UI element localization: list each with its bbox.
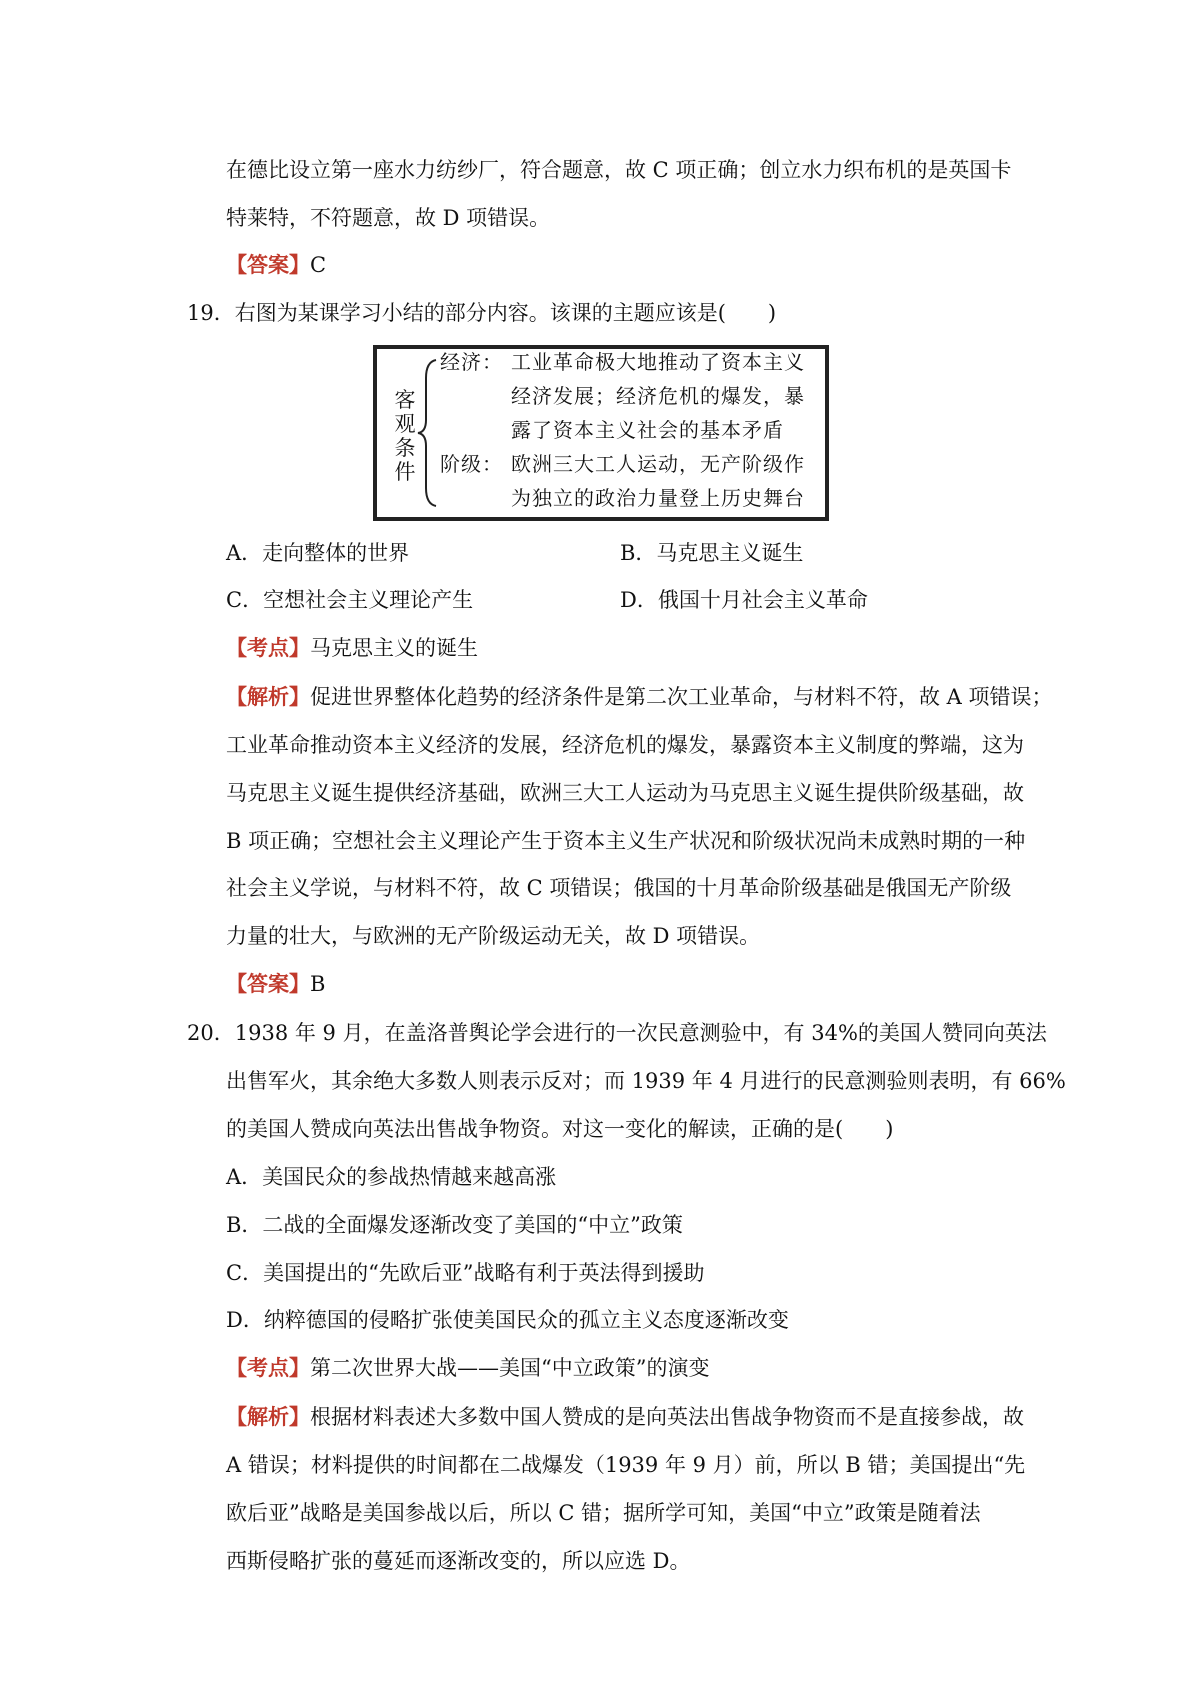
q20-stem-line: 出售军火，其余绝大多数人则表示反对；而 1939 年 4 月进行的民意测验则表明，有 66% — [226, 1069, 1066, 1093]
kaodian-tag: 【考点】 — [226, 1355, 310, 1380]
figure-econ-label: 经济： — [440, 350, 503, 374]
q20-option-c: C．美国提出的“先欧后亚”战略有利于英法得到援助 — [226, 1261, 705, 1285]
answer-tag: 【答案】 — [226, 971, 310, 996]
q20-jiexi-line: A 错误；材料提供的时间都在二战爆发（1939 年 9 月）前，所以 B 错；美国提出“先 — [226, 1453, 1026, 1477]
q19-jiexi-line: 工业革命推动资本主义经济的发展，经济危机的爆发，暴露资本主义制度的弊端，这为 — [226, 733, 1024, 757]
q19-jiexi-line: B 项正确；空想社会主义理论产生于资本主义生产状况和阶级状况尚未成熟时期的一种 — [226, 829, 1026, 853]
q19-jiexi-line: 马克思主义诞生提供经济基础，欧洲三大工人运动为马克思主义诞生提供阶级基础，故 — [226, 781, 1024, 805]
figure-econ-line: 露了资本主义社会的基本矛盾 — [511, 418, 784, 442]
answer-value: C — [310, 253, 327, 277]
q19-answer — [226, 969, 325, 999]
q18-answer — [226, 250, 326, 280]
jiexi-tag: 【解析】 — [226, 1404, 310, 1429]
q20-kaodian: 【考点】第二次世界大战——美国“中立政策”的演变 — [226, 1355, 710, 1380]
figure-class-line: 欧洲三大工人运动，无产阶级作 — [511, 452, 805, 476]
answer-tag: 【答案】 — [226, 252, 310, 277]
figure-side-label: 客观条件 — [394, 388, 416, 484]
brace-icon — [416, 358, 438, 508]
question-number: 19． — [187, 301, 235, 325]
answer-value: B — [310, 972, 326, 996]
q18-explanation-line: 在德比设立第一座水力纺纱厂，符合题意，故 C 项正确；创立水力织布机的是英国卡 — [226, 158, 1012, 182]
q19-summary-figure — [373, 345, 829, 521]
q20-jiexi-line: 欧后亚”战略是美国参战以后，所以 C 错；据所学可知，美国“中立”政策是随着法 — [226, 1501, 981, 1525]
figure-class-label: 阶级： — [440, 452, 503, 476]
q20-stem-line: 的美国人赞成向英法出售战争物资。对这一变化的解读，正确的是( ) — [226, 1117, 894, 1141]
q20-stem-line: 20．1938 年 9 月，在盖洛普舆论学会进行的一次民意测验中，有 34%的美国人赞同向英法 — [187, 1021, 1047, 1045]
q19-jiexi-line: 【解析】促进世界整体化趋势的经济条件是第二次工业革命，与材料不符，故 A 项错误； — [226, 684, 1053, 709]
q19-stem: 19．右图为某课学习小结的部分内容。该课的主题应该是( ) — [187, 301, 777, 325]
q20-option-d: D．纳粹德国的侵略扩张使美国民众的孤立主义态度逐渐改变 — [226, 1308, 789, 1332]
figure-econ-line: 经济发展；经济危机的爆发，暴 — [511, 384, 805, 408]
jiexi-tag: 【解析】 — [226, 684, 310, 709]
q20-option-a: A．美国民众的参战热情越来越高涨 — [226, 1165, 557, 1189]
question-number: 20． — [187, 1021, 235, 1045]
q18-explanation-line: 特莱特，不符题意，故 D 项错误。 — [226, 206, 551, 230]
q19-kaodian: 【考点】马克思主义的诞生 — [226, 635, 478, 660]
q20-jiexi-line: 西斯侵略扩张的蔓延而逐渐改变的，所以应选 D。 — [226, 1549, 691, 1573]
q19-jiexi-line: 力量的壮大，与欧洲的无产阶级运动无关，故 D 项错误。 — [226, 924, 761, 948]
q19-option-a: A．走向整体的世界 — [226, 541, 410, 565]
q20-jiexi-line: 【解析】根据材料表述大多数中国人赞成的是向英法出售战争物资而不是直接参战，故 — [226, 1404, 1024, 1429]
q19-option-b: B．马克思主义诞生 — [620, 541, 804, 565]
figure-econ-line: 工业革命极大地推动了资本主义 — [511, 350, 805, 374]
kaodian-tag: 【考点】 — [226, 635, 310, 660]
q19-option-d: D．俄国十月社会主义革命 — [620, 588, 868, 612]
q20-option-b: B．二战的全面爆发逐渐改变了美国的“中立”政策 — [226, 1213, 683, 1237]
q19-option-c: C．空想社会主义理论产生 — [226, 588, 474, 612]
q19-jiexi-line: 社会主义学说，与材料不符，故 C 项错误；俄国的十月革命阶级基础是俄国无产阶级 — [226, 876, 1012, 900]
figure-class-line: 为独立的政治力量登上历史舞台 — [511, 486, 805, 510]
